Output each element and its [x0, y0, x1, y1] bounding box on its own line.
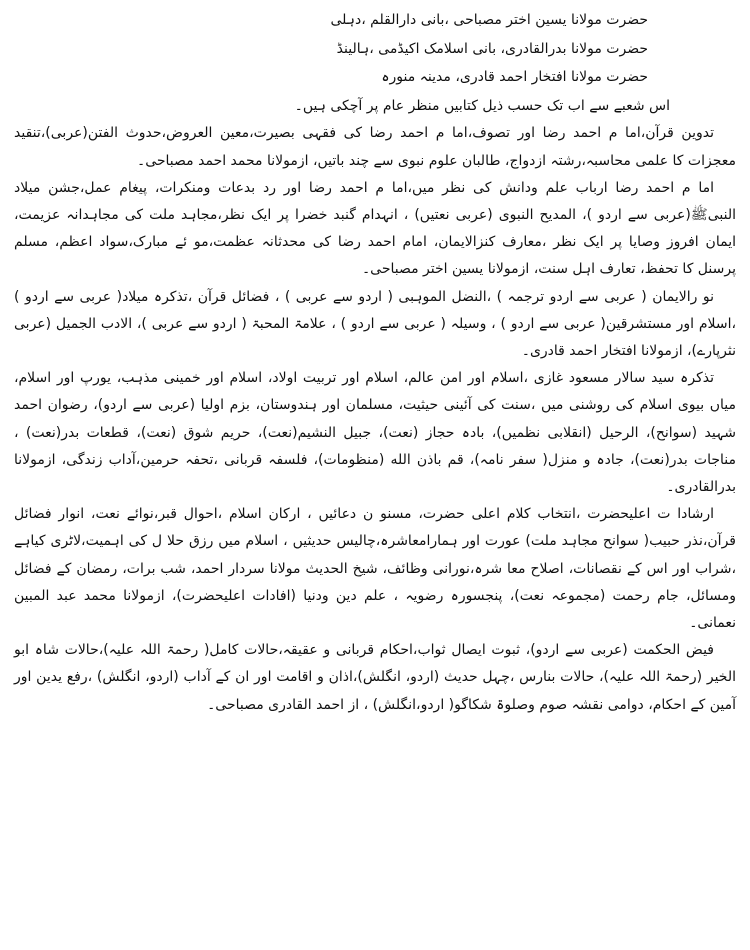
header-line-2: حضرت مولانا بدرالقادری، بانی اسلامک اکیڈمی ،ہالینڈ: [336, 40, 648, 57]
header-line-3: حضرت مولانا افتخار احمد قادری، مدینہ منورہ: [381, 69, 648, 86]
paragraph-3: نو رالایمان ( عربی سے اردو ترجمہ ) ،النضل الموہبی ( اردو سے عربی ) ، فضائل قرآن ،تذکرہ میلاد( عربی سے اردو ) ،اسلام اور مستشرقین( عربی سے اردو ) ، وسیلہ ( عربی سے اردو ) ، علامۃ المحبۃ ( اردو سے عربی )، الادب الجمیل (عربی نثرپارے)، ازمولانا افتخار احمد قادری۔: [14, 288, 736, 359]
paragraph-5: ارشادا ت اعلیحضرت ،انتخاب کلام اعلی حضرت، مسنو ن دعائیں ، ارکان اسلام ،احوال قبر،نوائے نعت، انوار فضائل قرآن،نذر حبیب( سوانح مجاہد ملت) عورت اور ہمارامعاشرہ،چالیس حدیثیں ، اسلام میں رزق حلا ل کی اہمیت،لاٹری کیاہے ،شراب اور اس کے نقصانات، اصلاح معا شرہ،نورانی وظائف، شیخ الحدیث مولانا سردار احمد، شب برات، رمضان کے فضائل ومسائل، جام رحمت (مجموعہ نعت)، پنجسورہ رضویہ ، علم دین ودنیا (افادات اعلیحضرت)، ازمولانا محمد عبد المبین نعمانی۔: [14, 506, 736, 632]
intro-line: اس شعبے سے اب تک حسب ذیل کتابیں منظر عام پر آچکی ہیں۔: [294, 97, 670, 114]
paragraph-1: تدوین قرآن،اما م احمد رضا اور تصوف،اما م احمد رضا کی فقہی بصیرت،معین العروض،حدوث الفتن(عربی)،تنقید معجزات کا علمی محاسبہ،رشتہ ازدواج، طالبان علوم نبوی سے چند باتیں، ازمولانا محمد احمد مصباحی۔: [14, 125, 736, 169]
header-line-1: حضرت مولانا یسین اختر مصباحی ،بانی دارالقلم ،دہلی: [330, 12, 648, 28]
paragraph-4: تذکرہ سید سالار مسعود غازی ،اسلام اور امن عالم، اسلام اور تربیت اولاد، اسلام اور خمینی مذہب، یورپ اور اسلام، میاں بیوی اسلام کی روشنی میں ،سنت کی آئینی حیثیت، مسلمان اور ہندوستان، بزم اولیا (عربی سے اردو)، رضوان احمد شہید (سوانح)، الرحیل (انقلابی نظمیں)، بادہ حجاز (نعت)، جبیل النشیم(نعت)، حریم شوق (نعت)، قطعات بدر(نعت) ، مناجات بدر(نعت)، جادہ و منزل( سفر نامہ)، قم باذن الله (منظومات)، فلسفہ قربانی ،تحفہ حرمین،آداب زندگی، ازمولانا بدرالقادری۔: [14, 370, 736, 496]
paragraph-6: فیض الحکمت (عربی سے اردو)، ثبوت ایصال ثواب،احکام قربانی و عقیقہ،حالات کامل( رحمۃ اللہ علیہ)،حالات شاہ ابو الخیر (رحمۃ اللہ علیہ)، حالات بنارس ،چہل حدیث (اردو، انگلش)،اذان و اقامت اور ان کے آداب (اردو، انگلش) ،رفع یدین اور آمین کے احکام، دوامی نقشہ صوم وصلوۃ شکاگو( اردو،انگلش) ، از احمد القادری مصباحی۔: [14, 642, 736, 713]
paragraph-2: اما م احمد رضا ارباب علم ودانش کی نظر میں،اما م احمد رضا اور رد بدعات ومنکرات، پیغام عمل،جشن میلاد النبیﷺ(عربی سے اردو )، المدیح النبوی (عربی نعتیں) ، انہدام گنبد خضرا پر ایک نظر،مجاہد ملت کی مجاہدانہ عزیمت، ایمان افروز وصایا پر ایک نظر ،معارف کنزالایمان، امام احمد رضا کی محدثانہ عظمت،مو ئے مبارک،سواد اعظم، مسلم پرسنل کا تحفظ، تعارف اہل سنت، ازمولانا یسین اختر مصباحی۔: [14, 179, 736, 278]
document-page: [14, 6, 736, 944]
